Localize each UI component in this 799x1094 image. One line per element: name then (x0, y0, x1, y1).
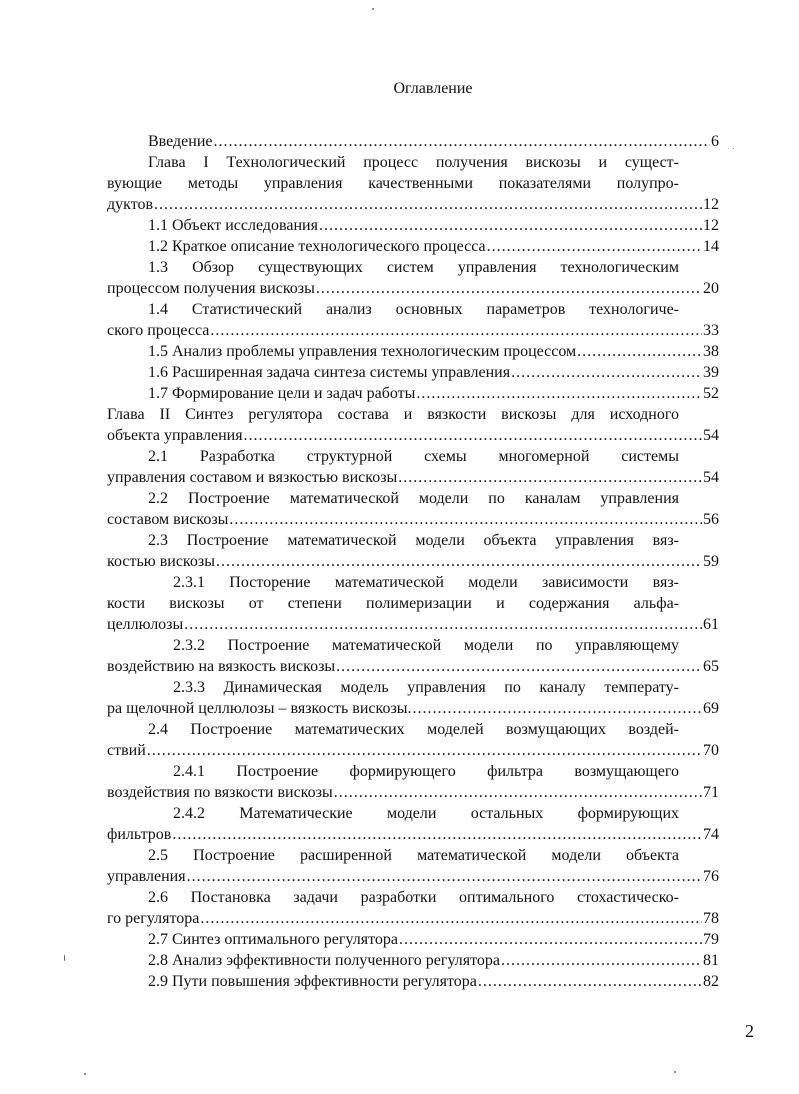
toc-entry-text: го регулятора (107, 910, 200, 927)
scan-speck (733, 148, 734, 149)
toc-entry-s2-5-line: 2.5 Построение расширенной математической модели объекта (148, 847, 679, 864)
toc-entry-text: 2.7 Синтез оптимального регулятора (148, 931, 398, 948)
dot-leader (216, 552, 702, 572)
toc-entry-s1-3 (107, 279, 719, 299)
toc-entry-s2-3-3-line: 2.3.3 Динамическая модель управления по каналу температу- (173, 679, 679, 696)
toc-entry-s2-3-1-line: кости вискозы от степени полимеризации и содержания альфа- (107, 595, 679, 612)
toc-entry-text: 2.8 Анализ эффективности полученного регулятора (148, 952, 500, 969)
toc-entry-s2-3-2-line: 2.3.2 Построение математической модели по управляющему (173, 637, 679, 654)
toc-entry-s2-8 (148, 951, 719, 971)
scan-speck (372, 8, 374, 10)
toc-title: Оглавление (393, 80, 473, 97)
toc-entry-s2-5 (107, 867, 719, 887)
dot-leader (147, 741, 702, 761)
toc-entry-s1-4-line: 1.4 Статистический анализ основных параметров технологиче- (148, 301, 679, 318)
toc-entry-text: дуктов (107, 196, 154, 213)
toc-page-number: 54 (703, 469, 719, 486)
toc-entry-ch1 (107, 195, 719, 215)
dot-leader (334, 783, 702, 803)
dot-leader (398, 468, 702, 488)
toc-entry-text: воздействия по вязкости вискозы (107, 784, 333, 801)
toc-entry-ch2 (107, 426, 719, 446)
scan-speck (64, 955, 65, 961)
toc-page-number: 54 (703, 427, 719, 444)
toc-entry-s1-3-line: 1.3 Обзор существующих систем управления технологическим (148, 259, 679, 276)
dot-leader (577, 342, 702, 362)
toc-page-number: 76 (703, 868, 719, 885)
toc-page-number: 59 (703, 553, 719, 570)
toc-entry-s2-3-line: 2.3 Построение математической модели объекта управления вяз- (148, 532, 679, 549)
dot-leader (316, 279, 702, 299)
toc-entry-s2-6-line: 2.6 Постановка задачи разработки оптимального стохастическо- (148, 889, 679, 906)
toc-entry-s2-4-line: 2.4 Построение математических моделей возмущающих воздей- (148, 721, 679, 738)
toc-page-number: 79 (703, 931, 719, 948)
toc-entry-ch1-line: вующие методы управления качественными показателями полупро- (107, 175, 679, 192)
dot-leader (478, 972, 702, 992)
toc-page-number: 12 (703, 196, 719, 213)
toc-entry-text: воздействию на вязкость вискозы (107, 658, 336, 675)
toc-entry-ch2-line: Глава II Синтез регулятора состава и вязкости вискозы для исходного (107, 406, 679, 423)
toc-entry-s2-4-2-line: 2.4.2 Математические модели остальных формирующих (173, 805, 679, 822)
toc-entry-s2-6 (107, 909, 719, 929)
toc-entry-s2-3 (107, 552, 719, 572)
toc-entry-s1-6 (148, 363, 719, 383)
toc-entry-text: целлюлозы (107, 616, 184, 633)
toc-entry-s1-7 (148, 384, 719, 404)
toc-entry-s2-9 (148, 972, 719, 992)
toc-entry-s2-4-1-line: 2.4.1 Построение формирующего фильтра возмущающего (173, 763, 679, 780)
toc-entry-s2-3-1 (107, 615, 719, 635)
toc-entry-s2-4 (107, 741, 719, 761)
toc-entry-text: 1.7 Формирование цели и задач работы (148, 385, 416, 402)
toc-entry-s2-2-line: 2.2 Построение математической модели по каналам управления (148, 490, 679, 507)
toc-entry-text: фильтров (107, 826, 172, 843)
toc-page-number: 65 (703, 658, 719, 675)
toc-entry-text: процессом получения вискозы (107, 280, 315, 297)
dot-leader (172, 825, 702, 845)
dot-leader (319, 216, 702, 236)
dot-leader (214, 132, 711, 152)
dot-leader (244, 426, 702, 446)
toc-entry-text: ствий (107, 742, 146, 759)
dot-leader (200, 909, 702, 929)
toc-page-number: 14 (703, 238, 719, 255)
toc-entry-s2-3-1-line: 2.3.1 Посторение математической модели зависимости вяз- (173, 574, 679, 591)
toc-entry-s2-7 (148, 930, 719, 950)
page-number: 2 (745, 1021, 754, 1041)
toc-entry-ch1-line: Глава I Технологический процесс получения вискозы и сущест- (148, 154, 679, 171)
toc-page-number: 39 (703, 364, 719, 381)
toc-page-number: 74 (703, 826, 719, 843)
toc-entry-s1-4 (107, 321, 719, 341)
toc-entry-text: 1.6 Расширенная задача синтеза системы управления (148, 364, 511, 381)
dot-leader (501, 951, 702, 971)
toc-entry-text: управления составом и вязкостью вискозы (107, 469, 398, 486)
toc-entry-text: ра щелочной целлюлозы – вязкость вискозы. (107, 700, 412, 717)
dot-leader (487, 237, 702, 257)
scan-speck (674, 1071, 676, 1073)
toc-page-number: 52 (703, 385, 719, 402)
toc-entry-s2-4-2 (107, 825, 719, 845)
toc-page-number: 20 (703, 280, 719, 297)
toc-entry-text: 2.9 Пути повышения эффективности регулятора (148, 973, 477, 990)
toc-page-number: 33 (703, 322, 719, 339)
toc-entry-intro (148, 132, 719, 152)
toc-page-number: 12 (703, 217, 719, 234)
toc-page-number: 38 (703, 343, 719, 360)
dot-leader (336, 657, 702, 677)
dot-leader (511, 363, 702, 383)
toc-page-number: 81 (703, 952, 719, 969)
toc-entry-s2-1 (107, 468, 719, 488)
scan-speck (84, 1073, 86, 1075)
toc-entry-s1-5 (148, 342, 719, 362)
dot-leader (187, 867, 702, 887)
toc-entry-text: составом вискозы (107, 511, 229, 528)
toc-page-number: 71 (703, 784, 719, 801)
toc-page-number: 69 (703, 700, 719, 717)
toc-entry-text: 1.1 Объект исследования (148, 217, 318, 234)
toc-page-number: 78 (703, 910, 719, 927)
toc-entry-text: объекта управления (107, 427, 243, 444)
toc-entry-s2-2 (107, 510, 719, 530)
toc-entry-text: 1.5 Анализ проблемы управления технологическим процессом (148, 343, 577, 360)
dot-leader (210, 321, 702, 341)
toc-entry-s1-1 (148, 216, 719, 236)
toc-page-number: 82 (703, 973, 719, 990)
toc-entry-s2-3-3 (107, 699, 719, 719)
dot-leader (154, 195, 702, 215)
toc-entry-s2-3-2 (107, 657, 719, 677)
toc-page-number: 56 (703, 511, 719, 528)
toc-entry-text: костью вискозы (107, 553, 215, 570)
toc-entry-text: Введение (148, 133, 213, 150)
toc-entry-text: управления (107, 868, 186, 885)
dot-leader (399, 930, 702, 950)
toc-page-number: 61 (703, 616, 719, 633)
dot-leader (413, 699, 702, 719)
toc-page-number: 70 (703, 742, 719, 759)
dot-leader (184, 615, 702, 635)
dot-leader (416, 384, 702, 404)
toc-entry-text: 1.2 Краткое описание технологического процесса (148, 238, 486, 255)
toc-page-number: 6 (711, 133, 719, 150)
dot-leader (229, 510, 702, 530)
toc-entry-s2-4-1 (107, 783, 719, 803)
toc-entry-s1-2 (148, 237, 719, 257)
toc-entry-s2-1-line: 2.1 Разработка структурной схемы многомерной системы (148, 448, 679, 465)
toc-entry-text: ского процесса (107, 322, 210, 339)
